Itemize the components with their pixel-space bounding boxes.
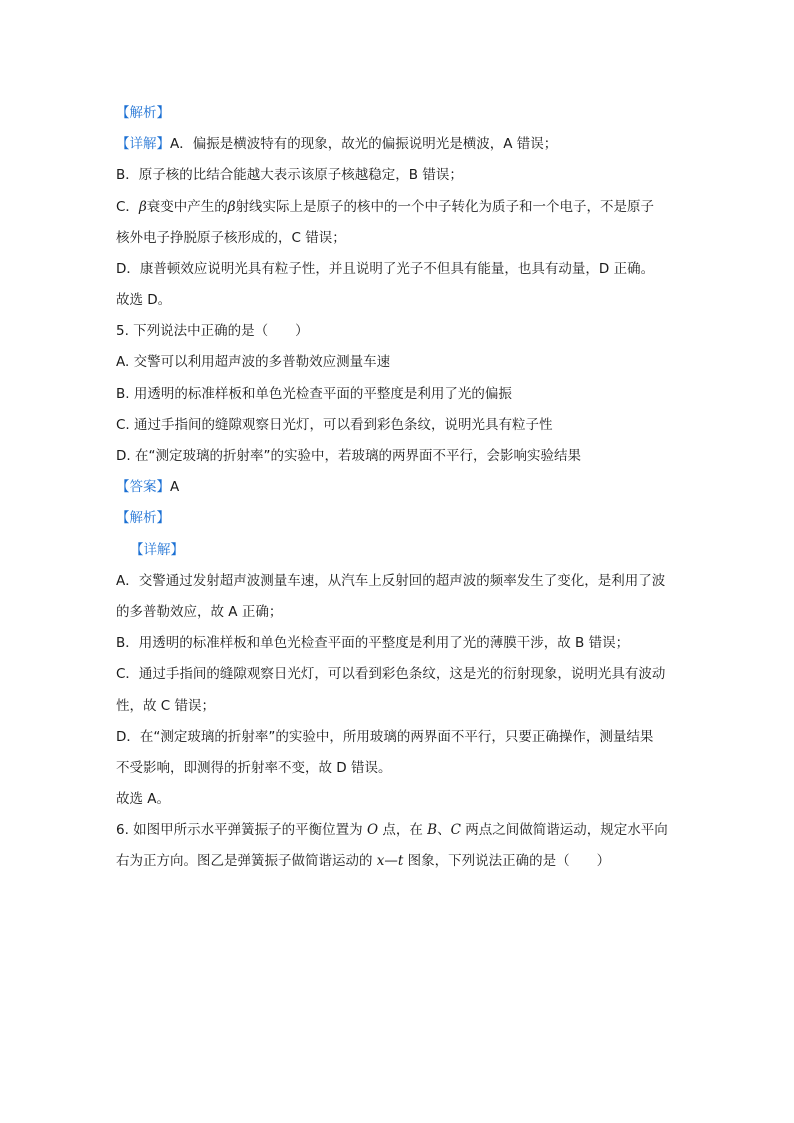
detail-tag: 【详解】 (130, 542, 184, 558)
detail-c-prefix: C． (116, 199, 139, 215)
detail-line: D．在“测定玻璃的折射率”的实验中，所用玻璃的两界面不平行，只要正确操作，测量结果 (116, 729, 654, 745)
conclusion: 故选 D。 (116, 292, 172, 308)
detail-line-b: B．原子核的比结合能越大表示该原子核越稳定，B 错误； (116, 167, 463, 183)
detail-tag: 【详解】 (116, 136, 170, 152)
option-d: D. 在“测定玻璃的折射率”的实验中，若玻璃的两界面不平行，会影响实验结果 (116, 448, 581, 464)
answer-line (116, 478, 179, 496)
detail-line: 的多普勒效应，故 A 正确； (116, 604, 283, 620)
question-5-stem: 5. 下列说法中正确的是（ ） (116, 323, 309, 339)
analysis-tag: 【解析】 (116, 105, 170, 121)
detail-line: 性，故 C 错误； (116, 698, 216, 714)
beta-symbol: β (138, 199, 147, 215)
detail-line-a (116, 135, 557, 153)
q6-text: 图象，下列说法正确的是（ ） (403, 853, 611, 869)
detail-line: C．通过手指间的缝隙观察日光灯，可以看到彩色条纹，这是光的衍射现象，说明光具有波动 (116, 666, 666, 682)
q6-text: 6. 如图甲所示水平弹簧振子的平衡位置为 (116, 822, 367, 838)
conclusion: 故选 A。 (116, 791, 171, 807)
answer-tag: 【答案】 (116, 479, 170, 495)
question-6-stem-line2 (116, 852, 610, 870)
point-o-symbol: O (366, 822, 379, 838)
q6-text: 右为正方向。图乙是弹簧振子做简谐运动的 (116, 853, 377, 869)
point-c-symbol: C (450, 822, 461, 838)
detail-c-post: 射线实际上是原子的核中的一个中子转化为质子和一个电子，不是原子 (235, 199, 655, 215)
option-b: B. 用透明的标准样板和单色光检查平面的平整度是利用了光的偏振 (116, 386, 512, 402)
detail-line-d: D．康普顿效应说明光具有粒子性，并且说明了光子不但具有能量，也具有动量，D 正确。 (116, 261, 655, 277)
detail-line: A．交警通过发射超声波测量车速，从汽车上反射回的超声波的频率发生了变化，是利用了波 (116, 573, 666, 589)
detail-line-c2: 核外电子挣脱原子核形成的，C 错误； (116, 230, 346, 246)
beta-symbol: β (227, 199, 236, 215)
q6-text: 点，在 (378, 822, 428, 838)
option-c: C. 通过手指间的缝隙观察日光灯，可以看到彩色条纹，说明光具有粒子性 (116, 417, 553, 433)
point-b-symbol: B (427, 822, 438, 838)
x-t-symbol: x—t (376, 853, 404, 869)
detail-a-text: A．偏振是横波特有的现象，故光的偏振说明光是横波，A 错误； (170, 136, 558, 152)
analysis-tag: 【解析】 (116, 510, 170, 526)
detail-line-c1 (116, 198, 654, 216)
detail-c-mid: 衰变中产生的 (146, 199, 228, 215)
question-6-stem-line1 (116, 821, 668, 839)
q6-text: 、 (437, 822, 451, 838)
answer-value: A (170, 479, 180, 495)
option-a: A. 交警可以利用超声波的多普勒效应测量车速 (116, 354, 391, 370)
detail-line: B．用透明的标准样板和单色光检查平面的平整度是利用了光的薄膜干涉，故 B 错误； (116, 635, 630, 651)
detail-line: 不受影响，即测得的折射率不变，故 D 错误。 (116, 760, 392, 776)
q6-text: 两点之间做简谐运动，规定水平向 (460, 822, 668, 838)
